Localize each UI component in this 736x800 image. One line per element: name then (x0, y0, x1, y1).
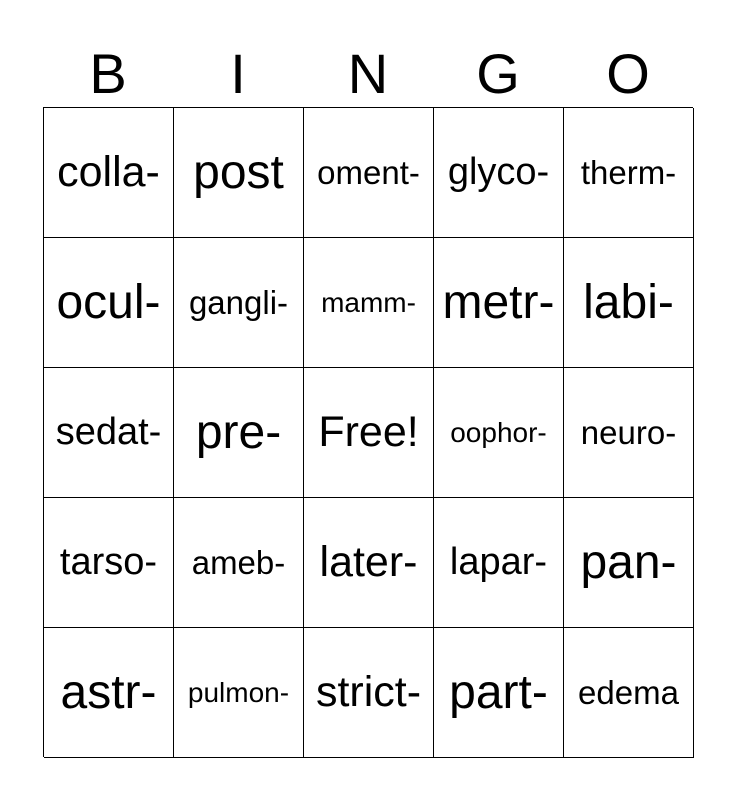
bingo-cell[interactable]: pan- (564, 498, 694, 628)
bingo-cell[interactable]: pre- (174, 368, 304, 498)
bingo-cell[interactable]: oment- (304, 108, 434, 238)
bingo-cell[interactable]: colla- (44, 108, 174, 238)
bingo-cell[interactable]: oophor- (434, 368, 564, 498)
bingo-cell[interactable]: astr- (44, 628, 174, 758)
bingo-cell[interactable]: post (174, 108, 304, 238)
bingo-cell[interactable]: strict- (304, 628, 434, 758)
bingo-cell[interactable]: pulmon- (174, 628, 304, 758)
bingo-cell[interactable]: therm- (564, 108, 694, 238)
bingo-cell[interactable]: glyco- (434, 108, 564, 238)
bingo-cell[interactable]: metr- (434, 238, 564, 368)
bingo-cell[interactable]: part- (434, 628, 564, 758)
bingo-cell[interactable]: later- (304, 498, 434, 628)
bingo-cell[interactable]: lapar- (434, 498, 564, 628)
bingo-cell[interactable]: edema (564, 628, 694, 758)
header-letter-n: N (347, 42, 389, 105)
bingo-cell[interactable]: ocul- (44, 238, 174, 368)
free-space-cell[interactable]: Free! (304, 368, 434, 498)
bingo-cell[interactable]: neuro- (564, 368, 694, 498)
bingo-cell[interactable]: gangli- (174, 238, 304, 368)
bingo-cell[interactable]: mamm- (304, 238, 434, 368)
header-letter-g: G (476, 42, 520, 105)
header-letter-i: I (230, 42, 246, 105)
bingo-cell[interactable]: sedat- (44, 368, 174, 498)
bingo-cell[interactable]: ameb- (174, 498, 304, 628)
bingo-cell[interactable]: labi- (564, 238, 694, 368)
bingo-cell[interactable]: tarso- (44, 498, 174, 628)
bingo-board (43, 107, 693, 757)
header-letter-b: B (89, 42, 127, 105)
bingo-header (43, 40, 693, 108)
header-letter-o: O (606, 42, 650, 105)
